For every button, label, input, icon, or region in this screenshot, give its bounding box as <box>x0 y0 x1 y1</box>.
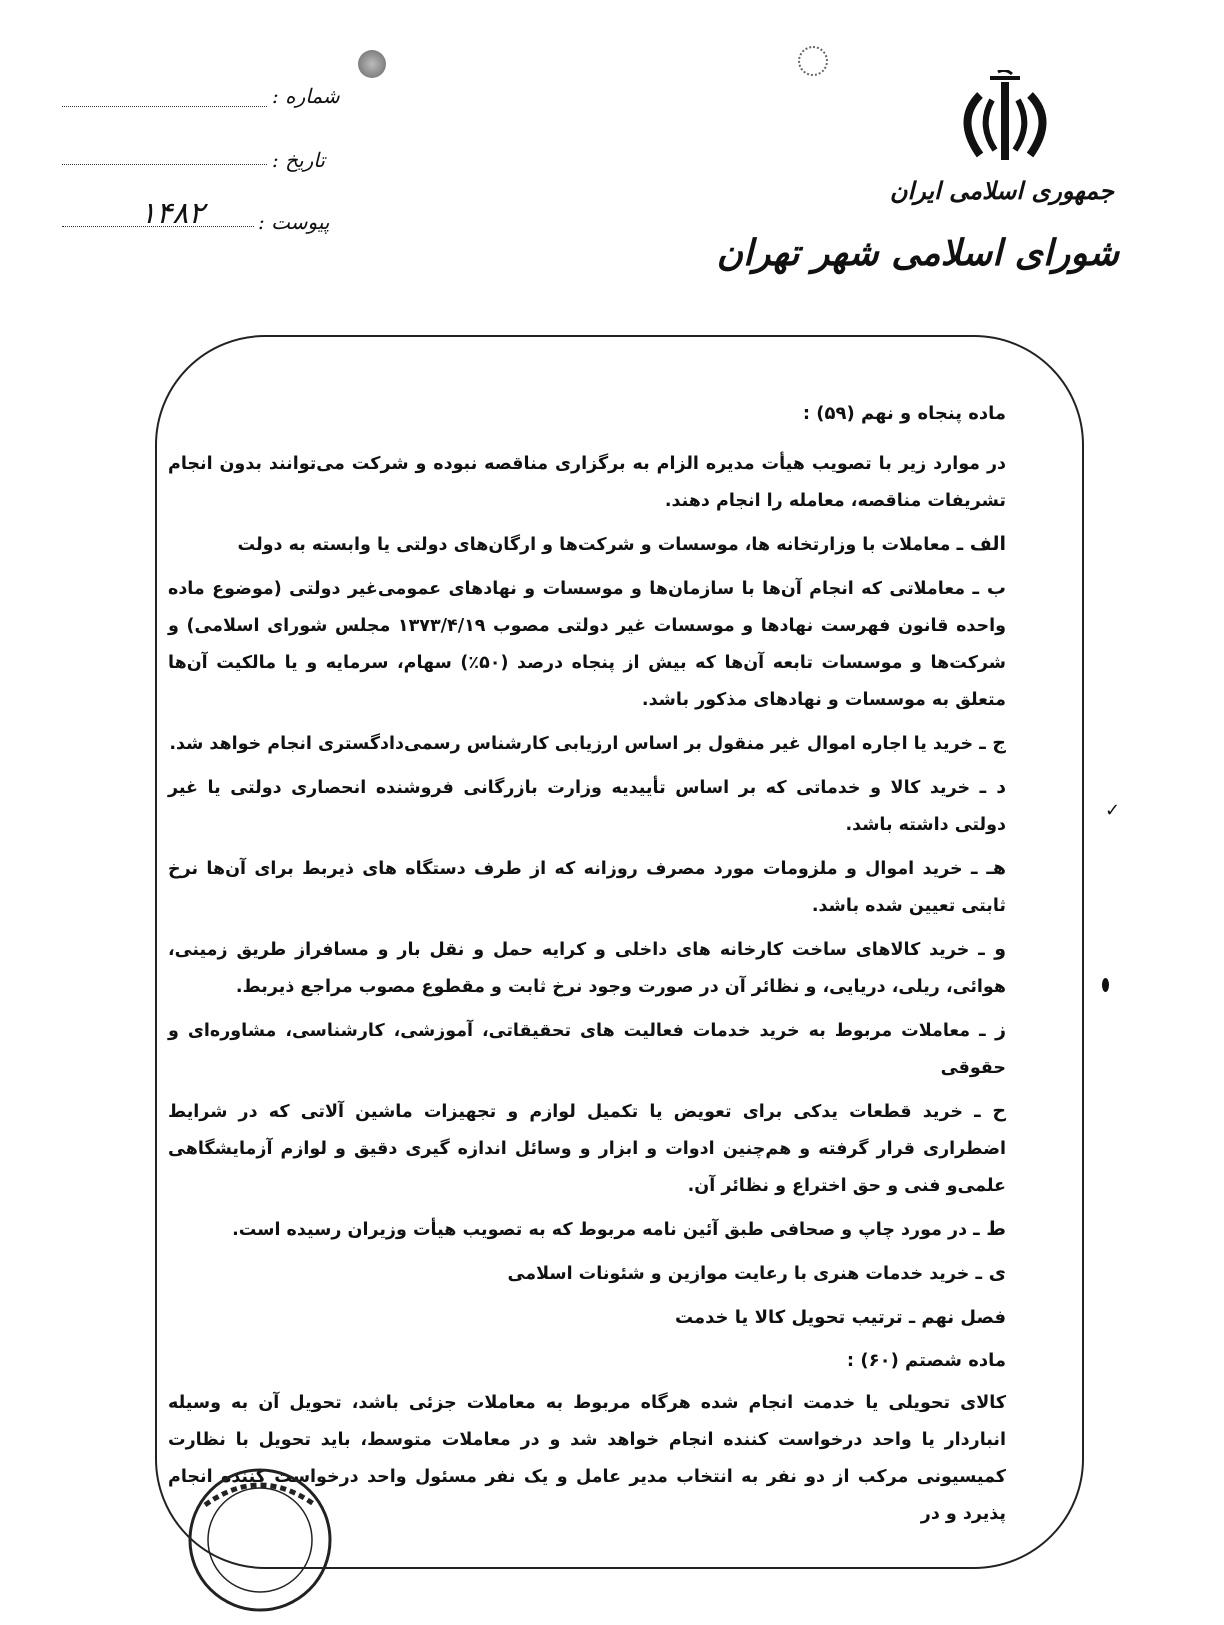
number-field-line <box>62 106 267 107</box>
country-name: جمهوری اسلامی ایران <box>889 176 1114 205</box>
chapter-9-title: فصل نهم ـ ترتیب تحویل کالا یا خدمت <box>674 1307 1006 1328</box>
article-59-title: ماده پنجاه و نهم (۵۹) : <box>802 403 1006 424</box>
article-59-item <box>168 1255 1006 1293</box>
punch-hole-mark <box>798 46 828 76</box>
item-text: خرید خدمات هنری با رعایت موازین و شئونات اسلامی <box>507 1264 970 1284</box>
item-label: ی ـ <box>975 1262 1006 1284</box>
article-60-title: ماده شصتم (۶۰) : <box>846 1350 1006 1371</box>
number-label: شماره : <box>272 84 340 108</box>
punch-hole-mark <box>358 50 386 78</box>
document-body <box>168 395 1006 1539</box>
date-field-line <box>62 164 267 165</box>
item-label: هـ ـ <box>971 857 1007 879</box>
item-text: معاملاتی که انجام آن‌ها با سازمان‌ها و موسسات و نهادهای عمومی‌غیر دولتی (موضوع ماده واحده قانون فهرست نهادها و موسسات غیر دولتی مصوب ۱۳۷۳/۴/۱۹ مجلس شورای اسلامی) و شرکت‌ها و موسسات تابعه آن‌ها که بیش از پنجاه درصد (۵۰٪) سهام، سرمایه و یا مالکیت آن‌ها متعلق به موسسات و نهادهای مذکور باشد. <box>168 579 1006 710</box>
article-59-item <box>168 1012 1006 1087</box>
attachment-value: ۱۴۸۲ <box>140 196 205 231</box>
article-59-item <box>168 931 1006 1006</box>
date-label: تاریخ : <box>272 148 325 172</box>
official-stamp <box>175 1455 345 1625</box>
item-label: د ـ <box>979 776 1007 798</box>
article-59-intro: در موارد زیر با تصویب هیأت مدیره الزام به برگزاری مناقصه نبوده و شرکت می‌توانند بدون انجام تشریفات مناقصه، معامله را انجام دهند. <box>168 454 1006 511</box>
item-label: ج ـ <box>979 732 1006 754</box>
article-59-item <box>168 1093 1006 1205</box>
article-59-item <box>168 526 1006 564</box>
item-text: معاملات مربوط به خرید خدمات فعالیت های تحقیقاتی، آموزشی، کارشناسی، مشاوره‌ای و حقوقی <box>168 1021 1006 1078</box>
item-text: در مورد چاپ و صحافی طبق آئین نامه مربوط که به تصویب هیأت وزیران رسیده است. <box>232 1220 968 1240</box>
margin-mark: ✓ <box>1105 800 1121 821</box>
council-name: شورای اسلامی شهر تهران <box>716 232 1119 274</box>
article-60-text: کالای تحویلی یا خدمت انجام شده هرگاه مربوط به معاملات جزئی باشد، تحویل آن به وسیله انباردار یا واحد درخواست کننده انجام خواهد شد و در معاملات متوسط، باید تحویل با نظارت کمیسیونی مرکب از دو نفر به انتخاب مدیر عامل و یک نفر مسئول واحد درخواست کننده انجام پذیرد و در <box>168 1393 1006 1524</box>
item-label: ط ـ <box>973 1218 1006 1240</box>
article-59-item <box>168 725 1006 763</box>
item-text: خرید قطعات یدکی برای تعویض یا تکمیل لوازم و تجهیزات ماشین آلاتی که در شرایط اضطراری قرار گرفته و هم‌چنین ادوات و ابزار و وسائل اندازه گیری دقیق و لوازم آزمایشگاهی علمی‌و فنی و حق اختراع و نظائر آن. <box>168 1102 1006 1196</box>
margin-mark <box>1102 978 1109 992</box>
article-59-item <box>168 1211 1006 1249</box>
item-label: الف ـ <box>956 533 1006 555</box>
article-59-item <box>168 769 1006 844</box>
item-label: ب ـ <box>972 577 1007 599</box>
item-text: خرید اموال و ملزومات مورد مصرف روزانه که از طرف دستگاه های ذیربط برای آن‌ها نرخ ثابتی تعیین شده باشد. <box>168 859 1006 916</box>
item-text: معاملات با وزارتخانه ها، موسسات و شرکت‌ها و ارگان‌های دولتی یا وابسته به دولت <box>237 535 951 555</box>
article-59-item <box>168 850 1006 925</box>
item-label: ح ـ <box>974 1100 1007 1122</box>
item-text: خرید یا اجاره اموال غیر منقول بر اساس ارزیابی کارشناس رسمی‌دادگستری انجام خواهد شد. <box>169 734 974 754</box>
item-label: و ـ <box>978 938 1007 960</box>
iran-emblem-icon <box>950 70 1060 170</box>
article-59-item <box>168 570 1006 719</box>
item-text: خرید کالا و خدماتی که بر اساس تأییدیه وزارت بازرگانی فروشنده انحصاری دولتی یا غیر دولتی داشته باشد. <box>168 778 1006 835</box>
item-text: خرید کالاهای ساخت کارخانه های داخلی و کرایه حمل و نقل بار و مسافراز طریق زمینی، هوائی، ریلی، دریایی، و نظائر آن در صورت وجود نرخ ثابت و مقطوع مصوب مراجع ذیربط. <box>168 940 1006 997</box>
attachment-label: پیوست : <box>258 210 330 234</box>
item-label: ز ـ <box>979 1019 1007 1041</box>
